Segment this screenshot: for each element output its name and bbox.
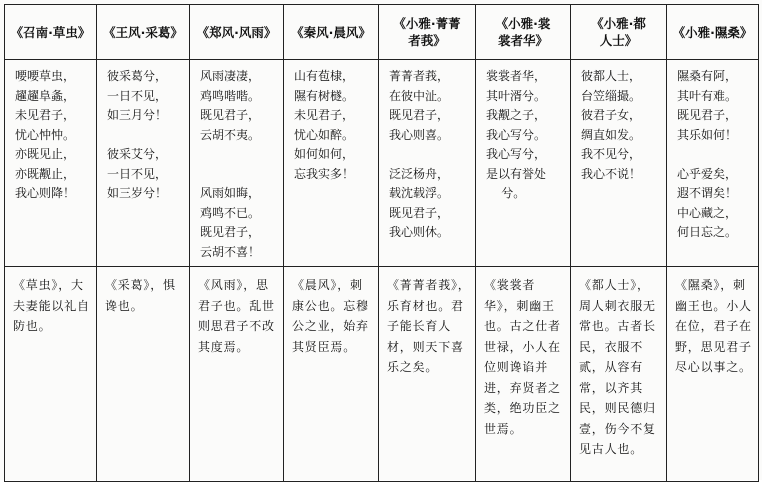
poem-text: 喓喓草虫， 趯趯阜螽， 未见君子， 忧心忡忡。 亦既见止， 亦既觏止， 我心则降！ xyxy=(15,69,76,200)
poem-text: 隰桑有阿， 其叶有难。 既见君子， 其乐如何！ 心乎爱矣， 遐不谓矣！ 中心藏之， 何日忘之。 xyxy=(677,69,738,239)
note-cell xyxy=(379,267,476,482)
poem-cell xyxy=(379,60,476,267)
poem-cell xyxy=(97,60,190,267)
preface-note: 《都人士》，周人刺衣服无常也。古者长民，衣服不贰，从容有常，以齐其民，则民德归壹，伤今不复见古人也。 xyxy=(579,278,656,456)
preface-note: 《草虫》，大夫妻能以礼自防也。 xyxy=(13,278,90,333)
column-header: 《王风·采葛》 xyxy=(97,5,190,60)
poem-cell xyxy=(571,60,667,267)
preface-note: 《晨风》，刺康公也。忘穆公之业，始弃其贤臣焉。 xyxy=(292,278,369,354)
preface-note: 《菁菁者莪》，乐育材也。君子能长育人材，则天下喜乐之矣。 xyxy=(387,278,471,374)
preface-note: 《风雨》，思君子也。乱世则思君子不改其度焉。 xyxy=(198,278,275,354)
poem-cell xyxy=(476,60,571,267)
note-cell xyxy=(190,267,284,482)
header-row xyxy=(5,5,759,60)
poem-text: 风雨凄凄， 鸡鸣喈喈。 既见君子， 云胡不夷。 风雨如晦， 鸡鸣不已。 既见君子， 云胡不喜！ xyxy=(200,69,261,259)
poem-text: 彼都人士， 台笠缁撮。 彼君子女， 绸直如发。 我不见兮， 我心不说！ xyxy=(581,69,642,181)
preface-note: 《隰桑》，刺幽王也。小人在位，君子在野，思见君子尽心以事之。 xyxy=(675,278,752,374)
column-header: 《小雅·隰桑》 xyxy=(667,5,759,60)
poem-comparison-table xyxy=(4,4,759,482)
poem-cell xyxy=(667,60,759,267)
note-cell xyxy=(284,267,379,482)
poem-cell xyxy=(190,60,284,267)
note-cell xyxy=(667,267,759,482)
preface-note: 《采葛》，惧谗也。 xyxy=(105,278,176,313)
poem-cell xyxy=(5,60,97,267)
preface-note: 《裳裳者华》，刺幽王也。古之仕者世禄，小人在位则谗谄并进，弃贤者之类，绝功臣之世焉。 xyxy=(484,278,561,436)
poem-text-row xyxy=(5,60,759,267)
note-cell xyxy=(97,267,190,482)
note-cell xyxy=(571,267,667,482)
note-cell xyxy=(476,267,571,482)
poem-text: 山有苞棣， 隰有树檖。 未见君子， 忧心如醉。 如何如何， 忘我实多！ xyxy=(294,69,355,181)
note-cell xyxy=(5,267,97,482)
poem-text: 彼采葛兮， 一日不见， 如三月兮！ 彼采艾兮， 一日不见， 如三岁兮！ xyxy=(107,69,168,200)
poem-text: 菁菁者莪， 在彼中沚。 既见君子， 我心则喜。 泛泛杨舟， 载沈载浮。 既见君子， 我心则休。 xyxy=(389,69,450,239)
poem-text: 裳裳者华， 其叶湑兮。 我觏之子， 我心写兮。 我心写兮， 是以有誉处 兮。 xyxy=(486,69,547,200)
column-header: 《召南·草虫》 xyxy=(5,5,97,60)
column-header: 《郑风·风雨》 xyxy=(190,5,284,60)
column-header: 《小雅·菁菁者莪》 xyxy=(379,5,476,60)
column-header: 《小雅·裳裳者华》 xyxy=(476,5,571,60)
column-header: 《小雅·都人士》 xyxy=(571,5,667,60)
poem-cell xyxy=(284,60,379,267)
column-header: 《秦风·晨风》 xyxy=(284,5,379,60)
preface-note-row xyxy=(5,267,759,482)
